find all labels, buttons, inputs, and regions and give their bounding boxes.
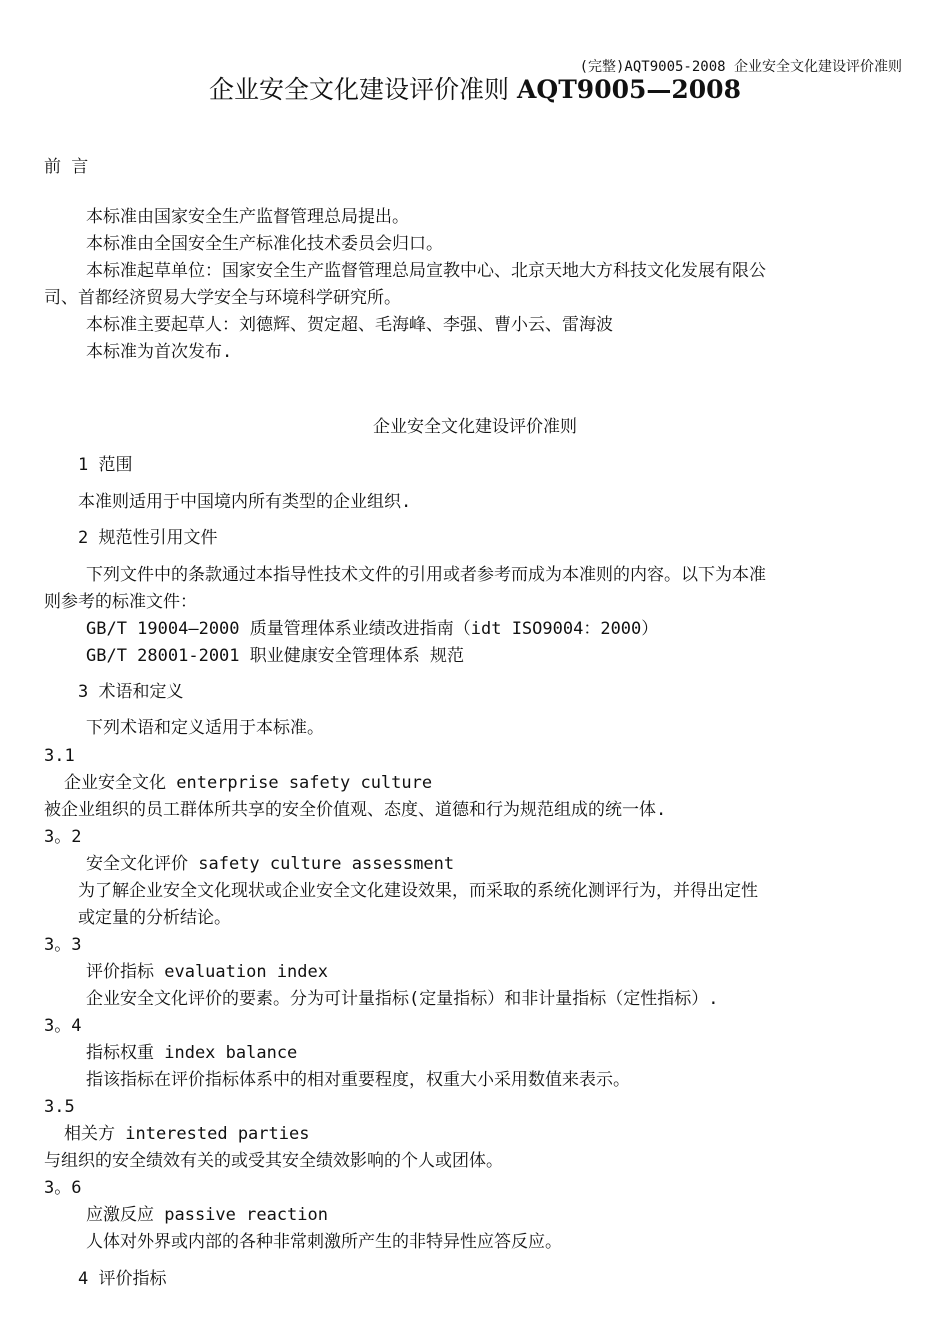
term-definition: 与组织的安全绩效有关的或受其安全绩效影响的个人或团体。	[44, 1151, 503, 1171]
foreword-line: 本标准主要起草人：刘德辉、贺定超、毛海峰、李强、曹小云、雷海波	[86, 315, 613, 335]
term-number: 3。4	[44, 1016, 82, 1036]
term-name: 评价指标 evaluation index	[86, 962, 328, 982]
term-definition: 或定量的分析结论。	[78, 908, 231, 928]
main-title: 企业安全文化建设评价准则	[373, 417, 577, 437]
header-note: (完整)AQT9005-2008 企业安全文化建设评价准则	[579, 59, 902, 75]
term-number: 3。3	[44, 935, 82, 955]
section-text: 本准则适用于中国境内所有类型的企业组织.	[78, 492, 412, 512]
term-definition: 为了解企业安全文化现状或企业安全文化建设效果，而采取的系统化测评行为，并得出定性	[78, 881, 758, 901]
foreword-line: 本标准由全国安全生产标准化技术委员会归口。	[86, 234, 443, 254]
foreword-heading: 前 言	[44, 157, 89, 177]
term-number: 3.1	[44, 746, 75, 766]
term-number: 3.5	[44, 1097, 75, 1117]
term-name: 企业安全文化 enterprise safety culture	[64, 773, 433, 793]
reference-item: GB/T 28001-2001 职业健康安全管理体系 规范	[86, 646, 464, 666]
section-heading-3: 3 术语和定义	[78, 682, 184, 702]
section-heading-1: 1 范围	[78, 455, 133, 475]
term-definition: 人体对外界或内部的各种非常刺激所产生的非特异性应答反应。	[86, 1232, 562, 1252]
foreword-line: 本标准起草单位：国家安全生产监督管理总局宣教中心、北京天地大方科技文化发展有限公	[86, 261, 766, 281]
document-code: AQT9005—2008	[517, 75, 741, 104]
section-heading-4: 4 评价指标	[78, 1269, 167, 1289]
document-title-text: 企业安全文化建设评价准则	[209, 75, 510, 104]
term-definition: 被企业组织的员工群体所共享的安全价值观、态度、道德和行为规范组成的统一体.	[44, 800, 667, 820]
term-number: 3。2	[44, 827, 82, 847]
term-definition: 指该指标在评价指标体系中的相对重要程度，权重大小采用数值来表示。	[86, 1070, 630, 1090]
foreword-line: 本标准为首次发布.	[86, 342, 233, 362]
term-definition: 企业安全文化评价的要素。分为可计量指标(定量指标）和非计量指标（定性指标）.	[86, 989, 719, 1009]
foreword-line: 司、首都经济贸易大学安全与环境科学研究所。	[44, 288, 401, 308]
term-number: 3。6	[44, 1178, 82, 1198]
foreword-line: 本标准由国家安全生产监督管理总局提出。	[86, 207, 409, 227]
section-text: 则参考的标准文件：	[44, 592, 197, 612]
section-text: 下列文件中的条款通过本指导性技术文件的引用或者参考而成为本准则的内容。以下为本准	[86, 565, 766, 585]
term-name: 安全文化评价 safety culture assessment	[86, 854, 455, 874]
section-text: 下列术语和定义适用于本标准。	[86, 718, 324, 738]
term-name: 相关方 interested parties	[64, 1124, 310, 1144]
term-name: 指标权重 index balance	[86, 1043, 298, 1063]
reference-item: GB/T 19004—2000 质量管理体系业绩改进指南（idt ISO9004：2000）	[86, 619, 659, 639]
section-heading-2: 2 规范性引用文件	[78, 528, 218, 548]
document-title	[0, 70, 950, 110]
term-name: 应激反应 passive reaction	[86, 1205, 328, 1225]
